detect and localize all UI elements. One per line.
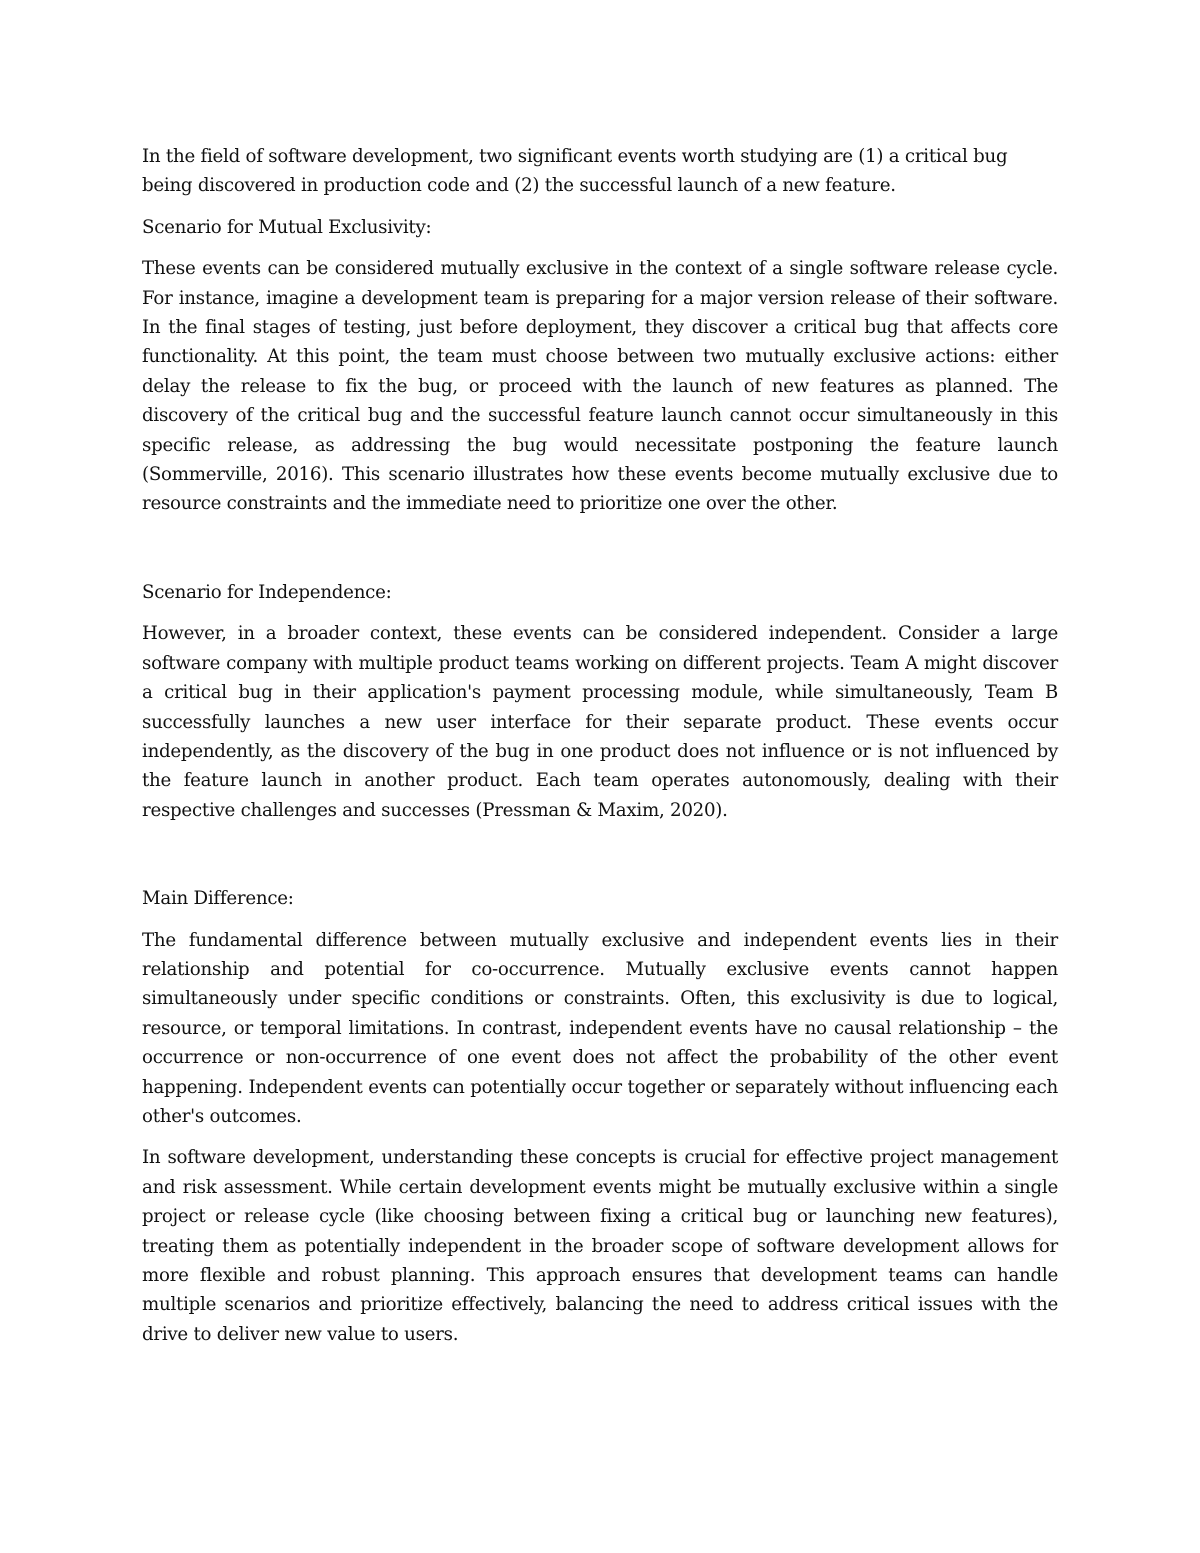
paragraph-independence: However, in a broader context, these events can be considered independent. Consider a large software company with multiple product teams working on different projects. Team A might discover a critical bug in their application's payment processing module, while simultaneously, Team B successfully launches a new user interface for their separate product. These events occur independently, as the discovery of the bug in one product does not influence or is not influenced by the feature launch in another product. Each team operates autonomously, dealing with their respective challenges and successes (Pressman & Maxim, 2020). [142, 623, 1058, 821]
heading-mutual-exclusivity: Scenario for Mutual Exclusivity: [142, 216, 432, 238]
section-gap [142, 837, 1058, 884]
heading-independence: Scenario for Independence: [142, 581, 392, 603]
paragraph-mutual-exclusivity: These events can be considered mutually exclusive in the context of a single software release cycle. For instance, imagine a development team is preparing for a major version release of their software. In the final stages of testing, just before deployment, they discover a critical bug that affects core functionality. At this point, the team must choose between two mutually exclusive actions: either delay the release to fix the bug, or proceed with the launch of new features as planned. The discovery of the critical bug and the successful feature launch cannot occur simultaneously in this specific release, as addressing the bug would necessitate postponing the feature launch (Sommerville, 2016). This scenario illustrates how these events become mutually exclusive due to resource constraints and the immediate need to prioritize one over the other. [142, 258, 1058, 515]
document-body [142, 142, 1058, 1349]
intro-paragraph: In the field of software development, two significant events worth studying are (1) a critical bug being discovered in production code and (2) the successful launch of a new feature. [142, 146, 1008, 197]
paragraph-software-development: In software development, understanding these concepts is crucial for effective project management and risk assessment. While certain development events might be mutually exclusive within a single project or release cycle (like choosing between fixing a critical bug or launching new features), treating them as potentially independent in the broader scope of software development allows for more flexible and robust planning. This approach ensures that development teams can handle multiple scenarios and prioritize effectively, balancing the need to address critical issues with the drive to deliver new value to users. [142, 1147, 1058, 1345]
paragraph-main-difference: The fundamental difference between mutually exclusive and independent events lies in their relationship and potential for co-occurrence. Mutually exclusive events cannot happen simultaneously under specific conditions or constraints. Often, this exclusivity is due to logical, resource, or temporal limitations. In contrast, independent events have no causal relationship – the occurrence or non-occurrence of one event does not affect the probability of the other event happening. Independent events can potentially occur together or separately without influencing each other's outcomes. [142, 929, 1058, 1127]
section-gap [142, 531, 1058, 578]
heading-main-difference: Main Difference: [142, 888, 294, 910]
